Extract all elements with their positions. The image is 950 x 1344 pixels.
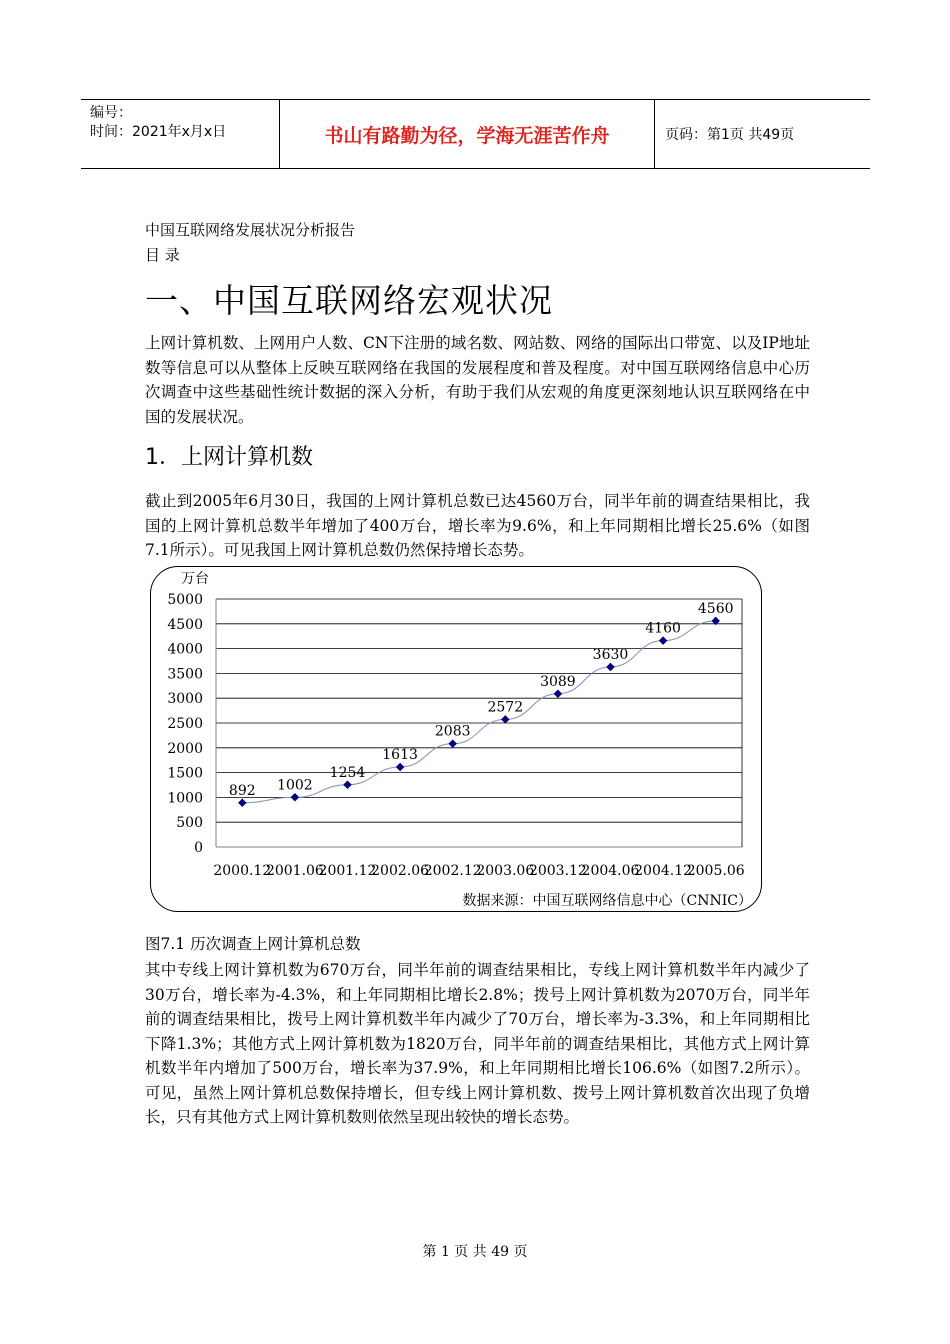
paragraph-2: 其中专线上网计算机数为670万台，同半年前的调查结果相比，专线上网计算机数半年内减少了30万台，增长率为-4.3%，和上年同期相比增长2.8%；拨号上网计算机数为2070万台，同半年前的调查结果相比，拨号上网计算机数半年内减少了70万台，增长率为-3.3%，和上年同期相比下降1.3%；其他方式上网计算机数为1820万台，同半年前的调查结果相比，其他方式上网计算机数半年内增加了500万台，增长率为37.9%，和上年同期相比增长106.6%（如图7.2所示）。可见，虽然上网计算机总数保持增长，但专线上网计算机数、拨号上网计算机数首次出现了负增长，只有其他方式上网计算机数则依然呈现出较快的增长态势。 — [145, 961, 810, 1126]
figure-caption: 图7.1 历次调查上网计算机总数 — [145, 935, 361, 953]
page-footer: 第 1 页 共 49 页 — [422, 1244, 528, 1260]
x-tick-label: 2004.12 — [634, 863, 693, 879]
y-tick-label: 3500 — [167, 666, 203, 683]
data-point — [396, 763, 404, 771]
data-point — [554, 690, 562, 698]
x-tick-label: 2003.06 — [476, 863, 535, 879]
data-point — [659, 636, 667, 644]
x-tick-label: 2000.12 — [213, 863, 272, 879]
data-point — [238, 799, 246, 807]
data-label: 1254 — [329, 764, 366, 781]
data-point — [448, 739, 456, 747]
x-tick-label: 2004.06 — [581, 863, 640, 879]
x-tick-label: 2001.06 — [265, 863, 324, 879]
date-label: 时间：2021年x月x日 — [90, 124, 227, 140]
header-motto: 书山有路勤为径，学海无涯苦作舟 — [280, 100, 655, 168]
section-heading: 一、中国互联网络宏观状况 — [145, 281, 553, 320]
document-header — [81, 99, 870, 169]
x-tick-label: 2005.06 — [686, 863, 745, 879]
subsection-heading: 1．上网计算机数 — [145, 445, 313, 470]
data-label: 4560 — [697, 600, 734, 617]
data-point — [343, 781, 351, 789]
x-tick-label: 2002.12 — [423, 863, 482, 879]
data-label: 892 — [228, 782, 256, 799]
y-tick-label: 0 — [194, 840, 203, 856]
x-tick-label: 2001.12 — [318, 863, 377, 879]
y-tick-label: 4500 — [167, 616, 203, 633]
data-point — [501, 715, 509, 723]
line-chart — [150, 566, 762, 912]
data-label: 2083 — [434, 723, 471, 740]
chart-frame — [150, 566, 762, 912]
series-line — [242, 621, 715, 803]
chart-source: 数据来源：中国互联网络信息中心（CNNIC） — [462, 893, 752, 909]
intro-paragraph: 上网计算机数、上网用户人数、CN下注册的域名数、网站数、网络的国际出口带宽、以及IP地址数等信息可以从整体上反映互联网络在我国的发展程度和普及程度。对中国互联网络信息中心历次调查中这些基础性统计数据的深入分析，有助于我们从宏观的角度更深刻地认识互联网络在中国的发展状况。 — [145, 334, 810, 426]
y-tick-label: 1500 — [167, 765, 203, 782]
toc-line: 目 录 — [145, 246, 180, 264]
y-tick-label: 2000 — [167, 740, 203, 757]
data-label: 1613 — [382, 746, 418, 763]
data-label: 3089 — [540, 673, 576, 690]
header-page-label: 页码：第1页 共49页 — [665, 127, 795, 143]
data-label: 4160 — [645, 620, 681, 637]
data-label: 2572 — [487, 699, 524, 716]
number-label: 编号： — [90, 105, 132, 121]
paragraph-1: 截止到2005年6月30日，我国的上网计算机总数已达4560万台，同半年前的调查结果相比，我国的上网计算机总数半年增加了400万台，增长率为9.6%，和上年同期相比增长25.6%（如图7.1所示）。可见我国上网计算机总数仍然保持增长态势。 — [145, 492, 810, 559]
y-axis-label: 万台 — [181, 571, 209, 587]
report-title-line: 中国互联网络发展状况分析报告 — [145, 221, 356, 239]
y-tick-label: 5000 — [167, 592, 203, 608]
data-label: 3630 — [592, 646, 629, 663]
data-label: 1002 — [277, 777, 313, 794]
x-tick-label: 2002.06 — [371, 863, 430, 879]
y-tick-label: 3000 — [167, 691, 203, 708]
y-tick-label: 1000 — [167, 790, 203, 807]
y-tick-label: 500 — [176, 815, 203, 832]
y-tick-label: 4000 — [167, 641, 203, 658]
x-tick-label: 2003.12 — [528, 863, 587, 879]
header-meta — [81, 100, 280, 168]
y-tick-label: 2500 — [167, 716, 203, 732]
data-point — [606, 663, 614, 671]
data-point — [291, 793, 299, 801]
